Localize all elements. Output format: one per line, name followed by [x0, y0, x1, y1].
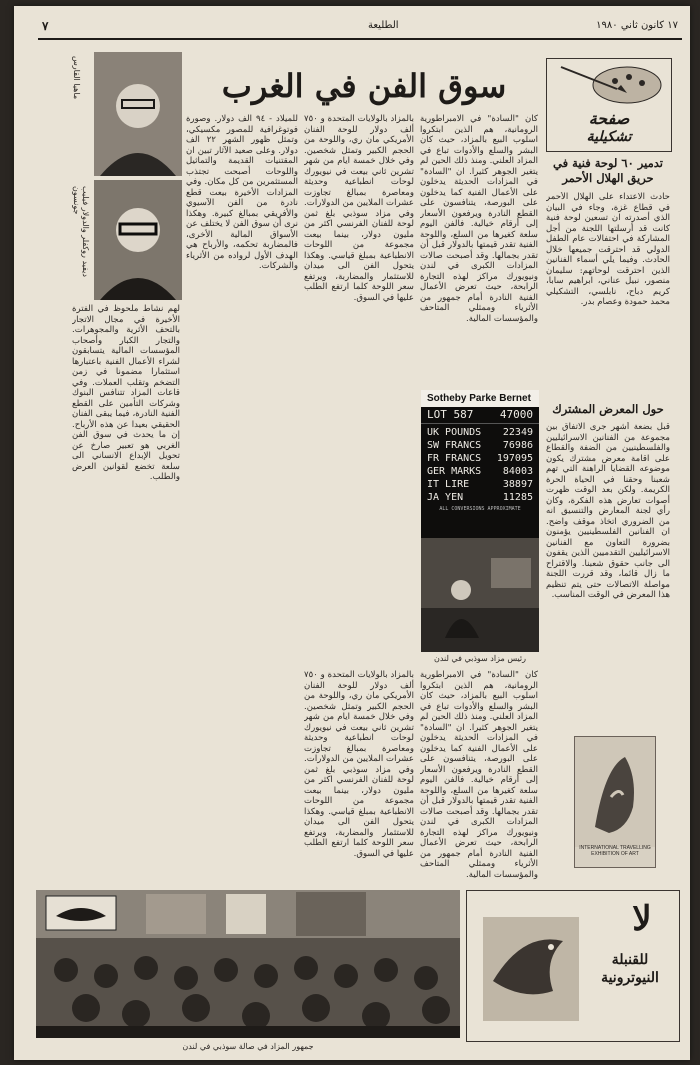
- poster-slogan: للقنبلة النيوترونية: [601, 952, 659, 986]
- currency-row: IT LIRE 38897: [427, 479, 533, 490]
- crowd-caption: جمهور المزاد في صالة سوذبي في لندن: [182, 1042, 314, 1051]
- poster-caption: INTERNATIONAL TRAVELLING EXHIBITION OF ART: [579, 845, 651, 857]
- article-column-1-cont: بالمزاد بالولايات المتحدة و ٧٥٠ ألف دولار للوحة الفنان الأمريكي مان ري، واللوحة من الحجم الكبير وتمثل شخصين. وفي خلال خمسة ايام من شهر تشرين ثاني بيعت في نيويورك لوحات انطباعية وحديثة ومعاصرة بمبالغ تجاوزت عشرات الملايين من الدولارات. وفي مزاد سوذبي بلغ ثمن لوحة للفنان الفرنسي اكثر من مليون دولار، بينما بيعت مجموعة من اللوحات الانطباعية بمبلغ قياسي. وهكذا يتحول الفن الى ميدان للاستثمار والمضاربة، ويرتفع سعر اللوحة كلما ارتفع الطلب عليها في السوق.: [304, 670, 414, 859]
- section-logo: [546, 58, 672, 152]
- sidebar1-title: تدمير ٦٠ لوحة فنية في حريق الهلال الأحمر: [553, 156, 663, 185]
- page-header: [38, 16, 682, 40]
- currency-row: GER MARKS 84003: [427, 466, 533, 477]
- auction-currency-board: [421, 390, 539, 538]
- sculpture-figure-icon: [575, 737, 655, 847]
- logo-text-1: صفحة: [588, 109, 630, 128]
- currency-row: FR FRANCS 197095: [427, 453, 533, 464]
- portrait-label-2: ديفيد روكفلر والدولار فيليب جونسون: [72, 186, 90, 277]
- lot-number: 587: [453, 408, 474, 421]
- article-column-3: للميلاد - ٩٤ الف دولار. وصورة فوتوغرافية للمصور مكسيكي، وتمثل ظهور الشهر ٢٢ الف دولار. وعلى صعيد الآثار تبين ان المقتنيات القديمة والتماثيل واللوحات أصبحت تجتذب المستثمرين من كل مكان. وفي المزادات الأخيرة بيعت قطع نادرة من الفن الآسيوي والأفريقي بمبالغ كبيرة. وهكذا نرى أن سوق الفن لا يختلف عن الأسواق المالية الأخرى، فالمضاربة تحكمه، والأرباح هي الهدف الأول لرواده من الأثرياء والشركات.: [186, 114, 298, 271]
- portrait-photo-2: [94, 180, 182, 300]
- article-title: سوق الفن في الغرب: [221, 67, 507, 105]
- palette-brush-icon: [547, 59, 671, 109]
- article-column-1: كان "السادة" في الامبراطورية الرومانية، هم الذين ابتكروا اسلوب البيع بالمزاد، حيث كان البشر والسلع والأدوات تباع في المزاد العلني. ومنذ ذلك الحين لم يتغير الجوهر كثيرا. ان "السادة" في المزادات الحديثة يدخلون على الأعمال الفنية كما يدخلون على البورصة، يتنافسون على القطع النادرة ويرفعون الأسعار إلى أرقام خيالية. فالفن اليوم سلعة كغيرها من السلع، واللوحة الفنية تقدر قيمتها بالدولار قبل أن تقدر بجمالها. وقد أصبحت صالات المزادات الكبرى في لندن ونيويورك مراكز لهذه التجارة الرابحة، حيث تعرض الأعمال الفنية النادرة أمام جمهور من الأثرياء وممثلي المتاحف والمؤسسات المالية.: [420, 114, 538, 324]
- newspaper-page: [14, 6, 690, 1060]
- currency-row: SW FRANCS 76986: [427, 440, 533, 451]
- auctioneer-photo: [421, 538, 539, 652]
- lot-value: 47000: [499, 408, 533, 421]
- article-column-2: بالمزاد بالولايات المتحدة و ٧٥٠ ألف دولار للوحة الفنان الأمريكي مان ري، واللوحة من الحجم الكبير وتمثل شخصين. وفي خلال خمسة ايام من شهر تشرين ثاني بيعت في نيويورك لوحات انطباعية وحديثة ومعاصرة بمبالغ تجاوزت عشرات الملايين من الدولارات. وفي مزاد سوذبي بلغ ثمن لوحة للفنان الفرنسي اكثر من مليون دولار، بينما بيعت مجموعة من اللوحات الانطباعية بمبلغ قياسي. وهكذا يتحول الفن الى ميدان للاستثمار والمضاربة، ويرتفع سعر اللوحة كلما ارتفع الطلب عليها في السوق.: [304, 114, 414, 303]
- lot-row: [421, 407, 539, 424]
- dove-icon: [473, 911, 583, 1031]
- exhibition-poster-image: [574, 736, 656, 868]
- auctioneer-caption: رئيس مزاد سوذبي في لندن: [433, 654, 527, 663]
- currency-row: JA YEN 11285: [427, 492, 533, 503]
- page-number: ٧: [42, 19, 49, 33]
- issue-date: ١٧ كانون ثاني ١٩٨٠: [596, 20, 678, 31]
- auction-house-name: Sotheby Parke Bernet: [421, 390, 539, 407]
- portrait-photo-1: [94, 52, 182, 176]
- logo-text-2: تشكيلية: [586, 129, 632, 145]
- article-column-4: لهم نشاط ملحوظ في الفترة الأخيرة في مجال الاتجار بالتحف الأثرية والمجوهرات. والتجار الكبار وأصحاب المؤسسات المالية يتسابقون لشراء الأعمال الفنية باعتبارها استثمارا مضمونا في زمن التضخم وتقلب العملات. وفي قاعات المزاد تتنافس البنوك وشركات التأمين على القطع الفنية النادرة، فيما يبقى الفنان الحقيقي بعيدا عن هذه الأرباح. إن ما يحدث في سوق الفن الغربي هو تعبير صارخ عن تحويل الإبداع الانساني الى سلعة تخضع لقوانين العرض والطلب.: [72, 304, 180, 482]
- section-name: الطليعة: [368, 20, 399, 31]
- poster-no-text: لا: [632, 899, 652, 939]
- currency-row: UK POUNDS 22349: [427, 427, 533, 438]
- auction-crowd-photo: [36, 890, 460, 1038]
- lot-label: LOT: [427, 408, 447, 421]
- board-footer: ALL CONVERSIONS APPROXIMATE: [439, 506, 521, 512]
- portrait-label-1: ماهيا القارس: [72, 56, 81, 100]
- neutron-bomb-poster: [466, 890, 680, 1042]
- sidebar1-body: حادث الاعتداء على الهلال الأحمر في قطاع غزة، وجاء في البيان الذي أصدرته ان تسعين لوحة فنية كانت قد أرسلتها اللجنة من أجل المشاركة في احتفالات عام الطفل الدولي قد احترقت جميعها خلال الحادث. وفيما يلي أسماء الفنانين الذين احترقت لوحاتهم: سليمان منصور، نبيل عناني، ابراهيم سابا، كريم دباح، نابلسي، التشكيلي محمد حمودة وعصام بدر.: [546, 192, 670, 307]
- article-column-1b-cont: كان "السادة" في الامبراطورية الرومانية، هم الذين ابتكروا اسلوب البيع بالمزاد، حيث كان البشر والسلع والأدوات تباع في المزاد العلني. ومنذ ذلك الحين لم يتغير الجوهر كثيرا. ان "السادة" في المزادات الحديثة يدخلون على الأعمال الفنية كما يدخلون على البورصة، يتنافسون على القطع النادرة ويرفعون الأسعار إلى أرقام خيالية. فالفن اليوم سلعة كغيرها من السلع، واللوحة الفنية تقدر قيمتها بالدولار قبل أن تقدر بجمالها. وقد أصبحت صالات المزادات الكبرى في لندن ونيويورك مراكز لهذه التجارة الرابحة، حيث تعرض الأعمال الفنية النادرة أمام جمهور من الأثرياء وممثلي المتاحف والمؤسسات المالية.: [420, 670, 538, 880]
- sidebar2-title: حول المعرض المشترك: [552, 402, 664, 416]
- sidebar2-body: قبل بضعة أشهر جرى الاتفاق بين مجموعة من الفنانين الاسرائيليين والفلسطينيين من الضفة والقطاع على اقامة معرض مشترك يكون موضوعه القضايا الراهنة التي تهم شعبنا وحقنا في الحياة الحرة الكريمة. ولكن بعد الوقت ظهرت أصوات تعارض هذه الفكرة، وكان رأي لجنة المعارض والتنسيق انه من الضروري اتخاذ موقف واضح. ان الفنانين الفلسطينيين يؤمنون بضرورة التعاون مع الفنانين الاسرائيليين التقدميين الذين يقفون الى جانب حقوق شعبنا. والاقتراح ما زال قائما، وقد قررت اللجنة مواصلة الاتصالات حتى يتم تنظيم هذا المعرض في الوقت المناسب.: [546, 422, 670, 600]
